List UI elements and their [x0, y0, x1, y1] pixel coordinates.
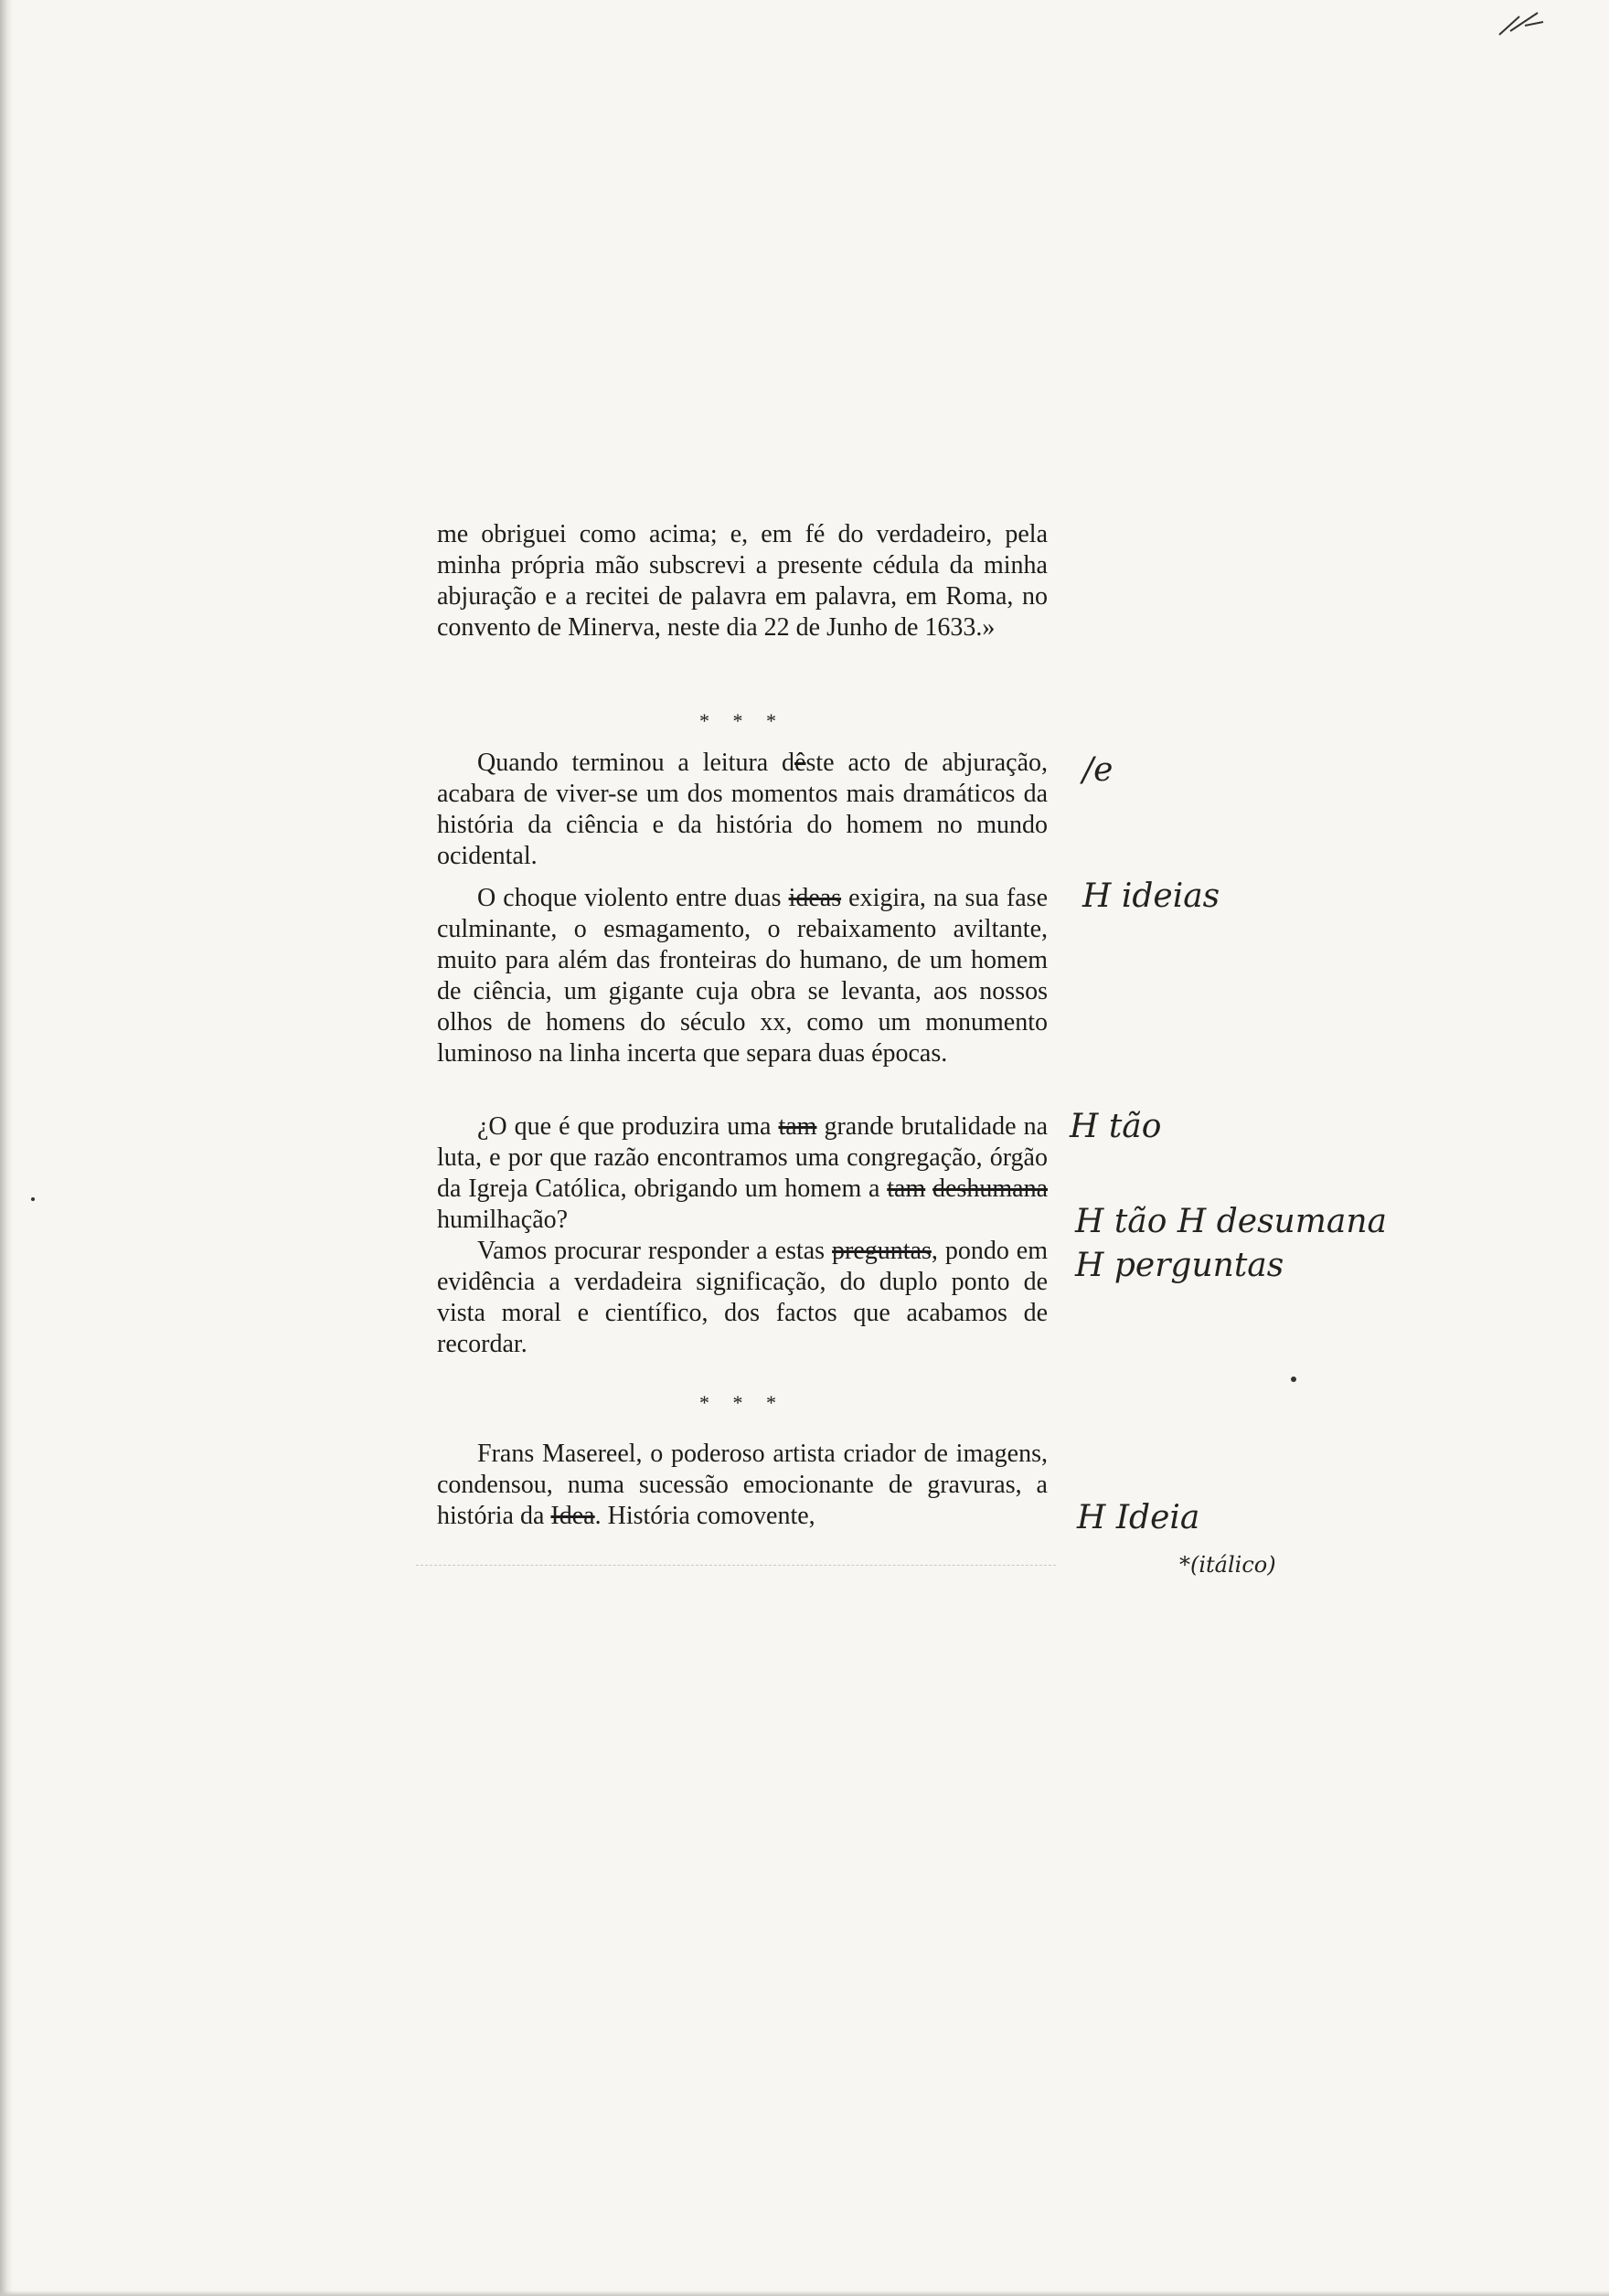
paragraph-6: [437, 1439, 1048, 1532]
paragraph-5: [437, 1236, 1048, 1360]
margin-note-e: /e: [1082, 751, 1114, 789]
paragraph-text: Frans Masereel, o poderoso artista criador de imagens, condensou, numa sucessão emocionante de gravuras, a história da: [437, 1440, 1048, 1530]
paragraph-text: Quando terminou a leitura d: [477, 749, 795, 777]
paragraph-text: exigira, na sua fase culminante, o esmagamento, o rebaixamento aviltante, muito para além das fronteiras do humano, de um homem de ciência, um gigante cuja obra se levanta, aos nossos olhos de homens do século xx, como um monumento luminoso na linha incerta que separa duas épocas.: [437, 884, 1049, 1068]
margin-note-ideias: H ideias: [1082, 877, 1220, 915]
paragraph-text: ste acto de abjuração, acabara de viver-se um dos momentos mais dramáticos da história da ciência e da história do homem no mundo ocidental.: [437, 749, 1049, 870]
paragraph-text: me obriguei como acima; e, em fé do verdadeiro, pela minha própria mão subscrevi a presente cédula da minha abjuração e a recitei de palavra em palavra, em Roma, no convento de Minerva, neste dia 22 de Junho de 1633.»: [437, 520, 1048, 642]
paragraph-3: [437, 883, 1048, 1069]
margin-note-perguntas: H perguntas: [1075, 1247, 1284, 1284]
paragraph-text: Vamos procurar responder a estas: [477, 1237, 833, 1265]
struck-word: Idea: [550, 1502, 595, 1530]
struck-word: tam: [887, 1175, 926, 1203]
paragraph-text: humilhação?: [437, 1206, 569, 1234]
paragraph-2: [437, 748, 1048, 872]
paragraph-text: grande brutalidade na luta, e por que razão encontramos uma congregação, órgão da Igreja Católica, obrigando um homem a: [437, 1112, 1048, 1203]
struck-word: tam: [778, 1112, 817, 1141]
paragraph-1: [437, 519, 1048, 643]
ink-dot: [1291, 1377, 1296, 1382]
section-separator: * * *: [699, 1391, 785, 1414]
margin-note-ideia: H Ideia: [1077, 1499, 1200, 1536]
page-bottom-shadow: [0, 2291, 1609, 2296]
paragraph-4: [437, 1111, 1048, 1236]
section-separator: * * *: [699, 709, 785, 732]
page-edge-shadow: [0, 0, 13, 2296]
margin-note-tao: H tão: [1070, 1108, 1162, 1145]
struck-word: ideas: [788, 884, 842, 912]
margin-note-tao-desumana: H tão H desumana: [1075, 1203, 1387, 1240]
faint-rule: [416, 1565, 1056, 1567]
paragraph-text: O choque violento entre duas: [477, 884, 789, 912]
ink-dot: [31, 1197, 35, 1201]
margin-note-italico: *(itálico): [1179, 1552, 1276, 1578]
struck-word: deshumana: [932, 1175, 1049, 1203]
paragraph-text: , pondo em evidência a verdadeira significação, do duplo ponto de vista moral e científico, dos factos que acabamos de recordar.: [437, 1237, 1048, 1358]
paragraph-text: [925, 1175, 932, 1203]
paragraph-text: . História comovente,: [594, 1502, 815, 1530]
struck-word: preguntas: [832, 1237, 932, 1265]
corner-check-mark-icon: [1497, 11, 1545, 38]
struck-letter: ê: [794, 749, 806, 777]
paragraph-text: ¿O que é que produzira uma: [477, 1112, 779, 1141]
